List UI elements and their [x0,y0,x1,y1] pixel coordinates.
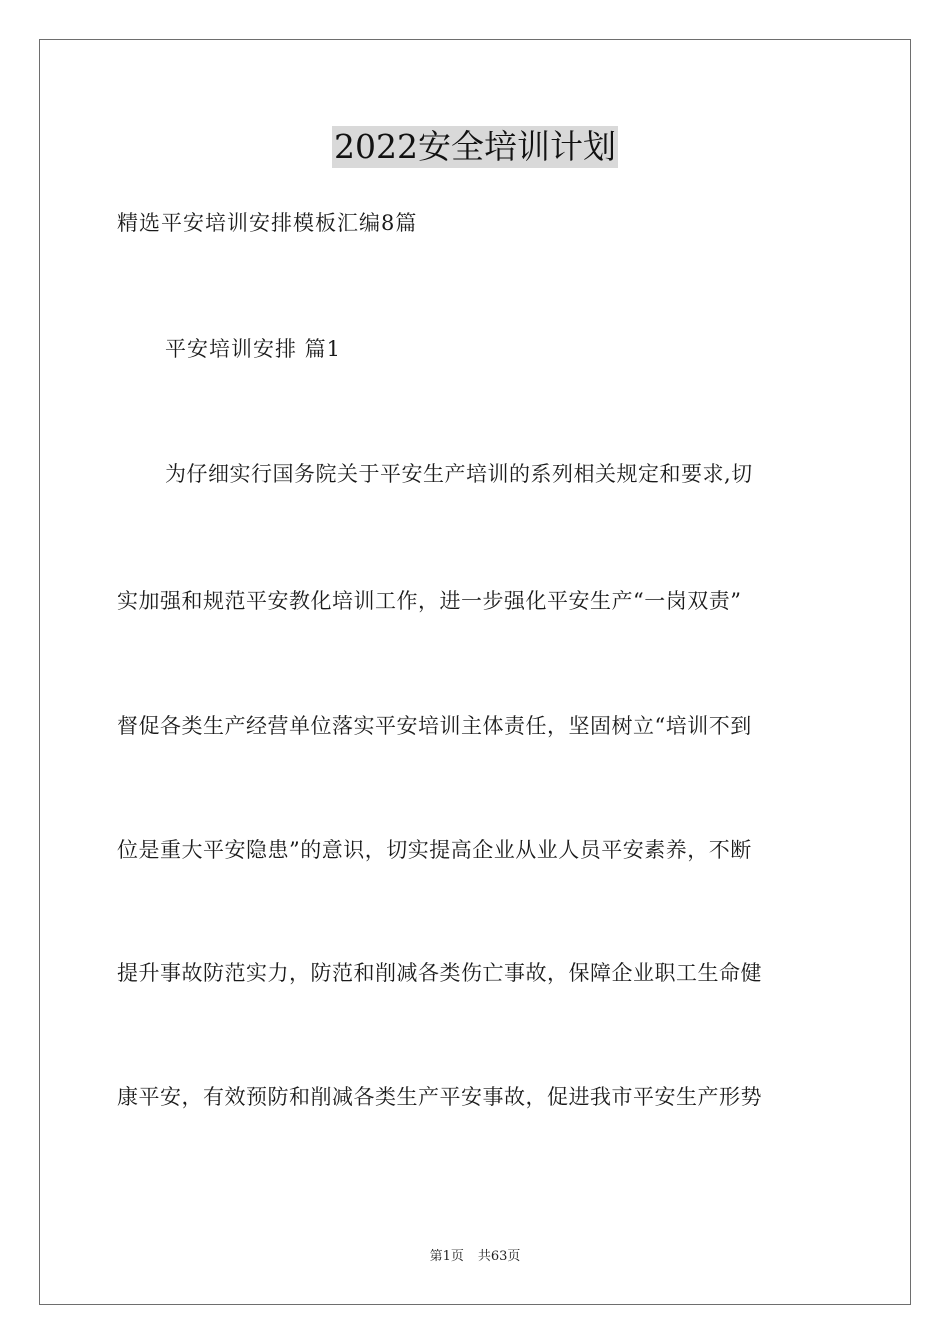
paragraph-line-5: 提升事故防范实力，防范和削减各类伤亡事故，保障企业职工生命健 [117,961,762,985]
page-current: 第1页 [429,1249,464,1264]
page-footer [0,1247,950,1267]
paragraph-line-4: 位是重大平安隐患”的意识，切实提高企业从业人员平安素养，不断 [117,838,752,862]
title-container [0,126,950,168]
paragraph-line-2: 实加强和规范平安教化培训工作，进一步强化平安生产“一岗双责” [117,589,742,613]
document-title: 2022安全培训计划 [334,127,616,166]
document-subtitle: 精选平安培训安排模板汇编8篇 [117,211,418,235]
paragraph-line-1: 为仔细实行国务院关于平安生产培训的系列相关规定和要求,切 [165,462,753,486]
section-heading: 平安培训安排 篇1 [165,337,342,361]
page-total: 共63页 [477,1249,521,1264]
paragraph-line-6: 康平安，有效预防和削减各类生产平安事故，促进我市平安生产形势 [117,1085,762,1109]
paragraph-line-3: 督促各类生产经营单位落实平安培训主体责任，坚固树立“培训不到 [117,714,752,738]
